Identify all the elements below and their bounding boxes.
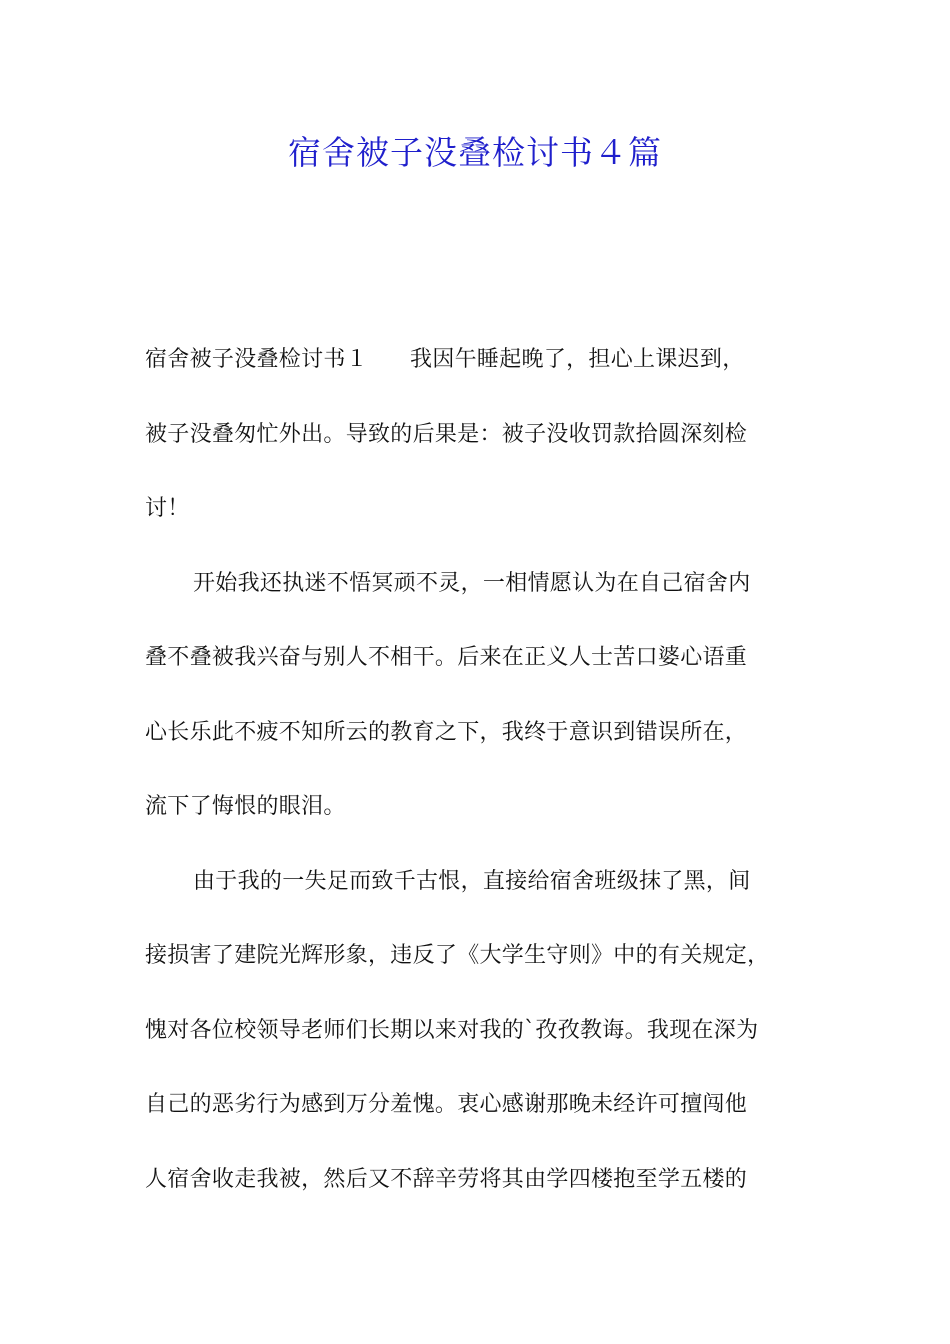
paragraph-line-8: 由于我的一失足而致千古恨，直接给宿舍班级抹了黑，间 [193, 869, 751, 894]
paragraph-line-2: 被子没叠匆忙外出。导致的后果是：被子没收罚款拾圆深刻检 [145, 422, 748, 447]
paragraph-line-9: 接损害了建院光辉形象，违反了《大学生守则》中的有关规定， [145, 943, 770, 968]
paragraph-line-11: 自己的恶劣行为感到万分羞愧。衷心感谢那晚未经许可擅闯他 [145, 1092, 748, 1117]
paragraph-line-1 [145, 345, 815, 375]
section-heading: 宿舍被子没叠检讨书１ [145, 347, 369, 372]
line-text: 我因午睡起晚了，担心上课迟到， [410, 347, 745, 372]
paragraph-line-6: 心长乐此不疲不知所云的教育之下，我终于意识到错误所在， [145, 720, 748, 745]
document-title: 宿舍被子没叠检讨书４篇 [288, 133, 662, 172]
paragraph-line-5: 叠不叠被我兴奋与别人不相干。后来在正义人士苦口婆心语重 [145, 645, 748, 670]
paragraph-line-7: 流下了悔恨的眼泪。 [145, 794, 346, 819]
paragraph-line-3: 讨！ [145, 496, 190, 521]
paragraph-line-12: 人宿舍收走我被，然后又不辞辛劳将其由学四楼抱至学五楼的 [145, 1167, 748, 1192]
paragraph-line-10: 愧对各位校领导老师们长期以来对我的`孜孜教诲。我现在深为 [145, 1018, 759, 1043]
paragraph-line-4: 开始我还执迷不悟冥顽不灵，一相情愿认为在自己宿舍内 [193, 571, 751, 596]
